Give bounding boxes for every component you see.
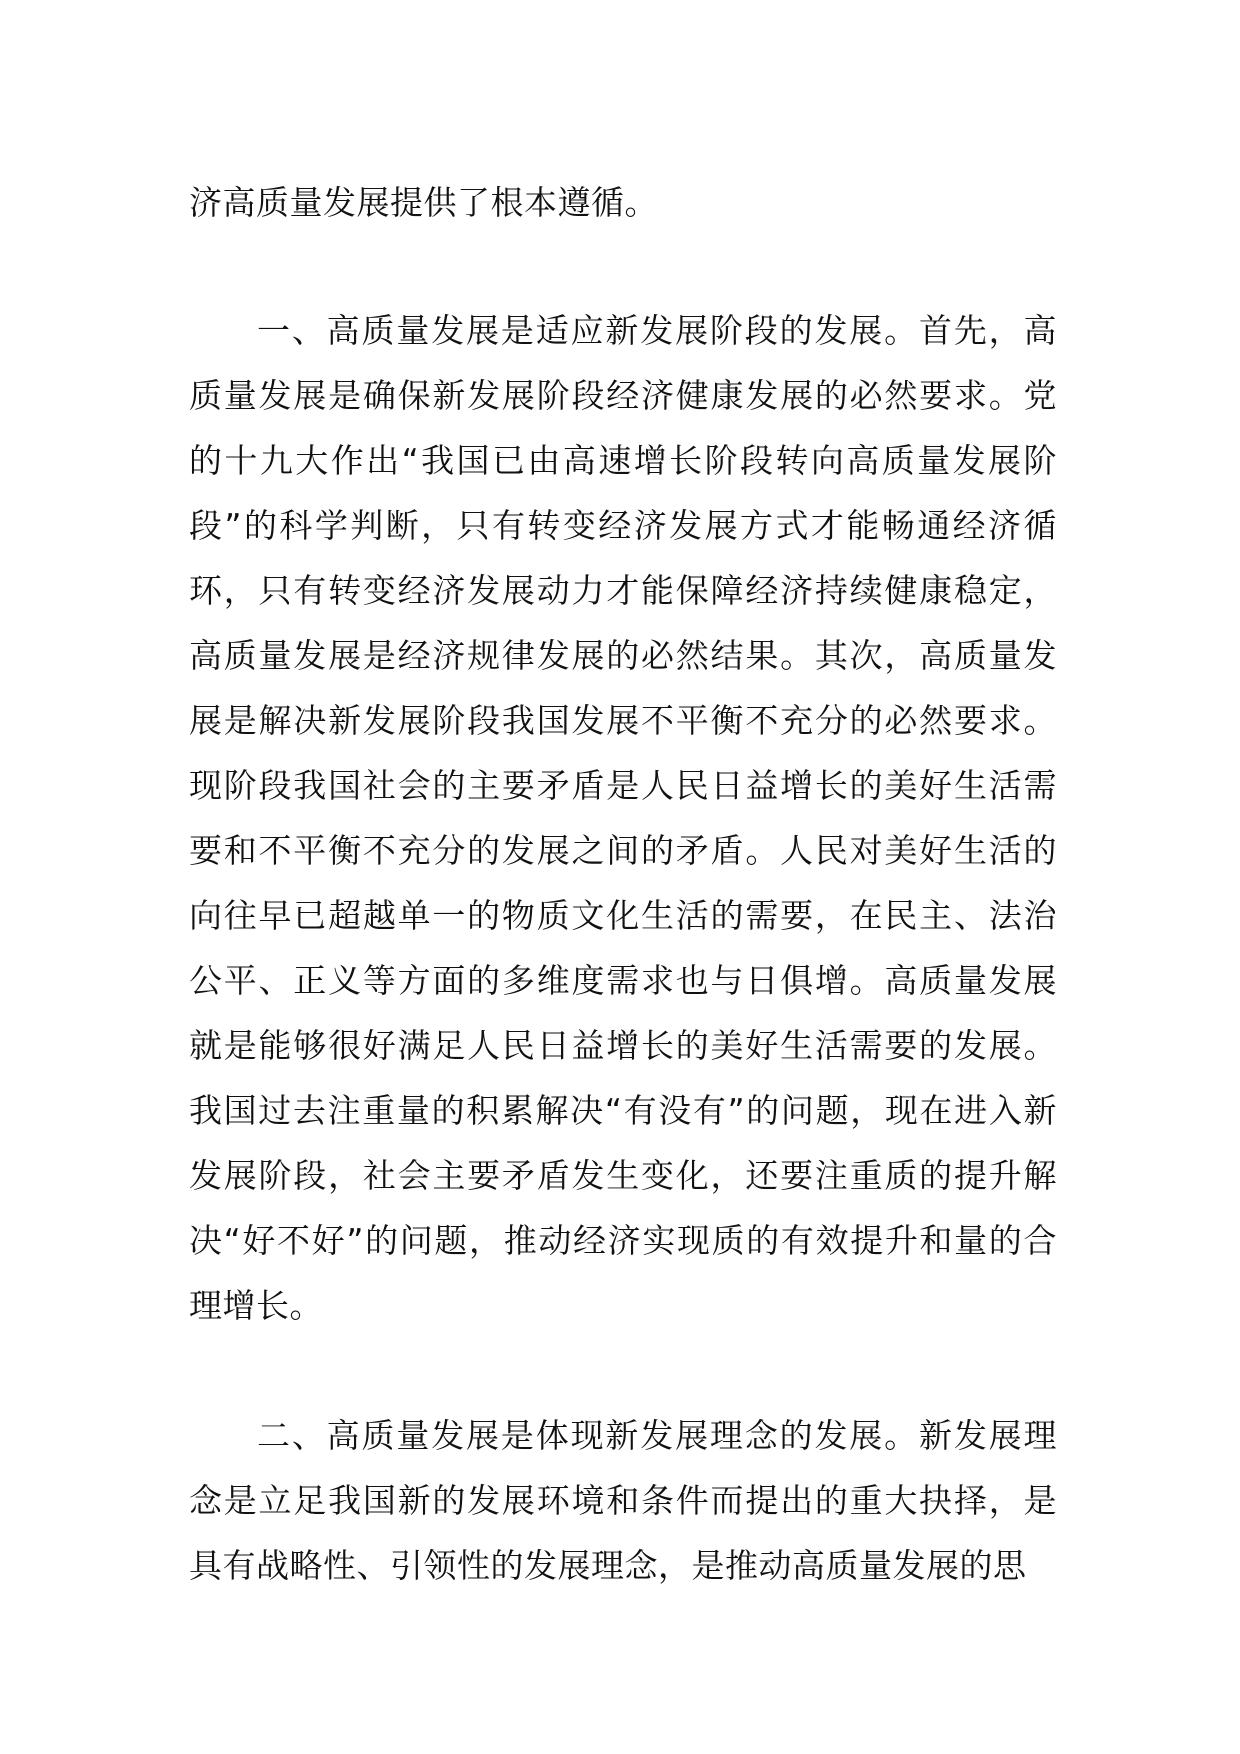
paragraph-section-one: 一、高质量发展是适应新发展阶段的发展。首先，高质量发展是确保新发展阶段经济健康发展的必然要求。党的十九大作出“我国已由高速增长阶段转向高质量发展阶段”的科学判断，只有转变经济发展方式才能畅通经济循环，只有转变经济发展动力才能保障经济持续健康稳定，高质量发展是经济规律发展的必然结果。其次，高质量发展是解决新发展阶段我国发展不平衡不充分的必然要求。现阶段我国社会的主要矛盾是人民日益增长的美好生活需要和不平衡不充分的发展之间的矛盾。人民对美好生活的向往早已超越单一的物质文化生活的需要，在民主、法治公平、正义等方面的多维度需求也与日俱增。高质量发展就是能够很好满足人民日益增长的美好生活需要的发展。我国过去注重量的积累解决“有没有”的问题，现在进入新发展阶段，社会主要矛盾发生变化，还要注重质的提升解决“好不好”的问题，推动经济实现质的有效提升和量的合理增长。 [189, 311, 1057, 1325]
paragraph-continued: 济高质量发展提供了根本遵循。 [189, 183, 658, 222]
paragraph-section-two: 二、高质量发展是体现新发展理念的发展。新发展理念是立足我国新的发展环境和条件而提出的重大抉择，是具有战略性、引领性的发展理念，是推动高质量发展的思 [189, 1416, 1057, 1585]
